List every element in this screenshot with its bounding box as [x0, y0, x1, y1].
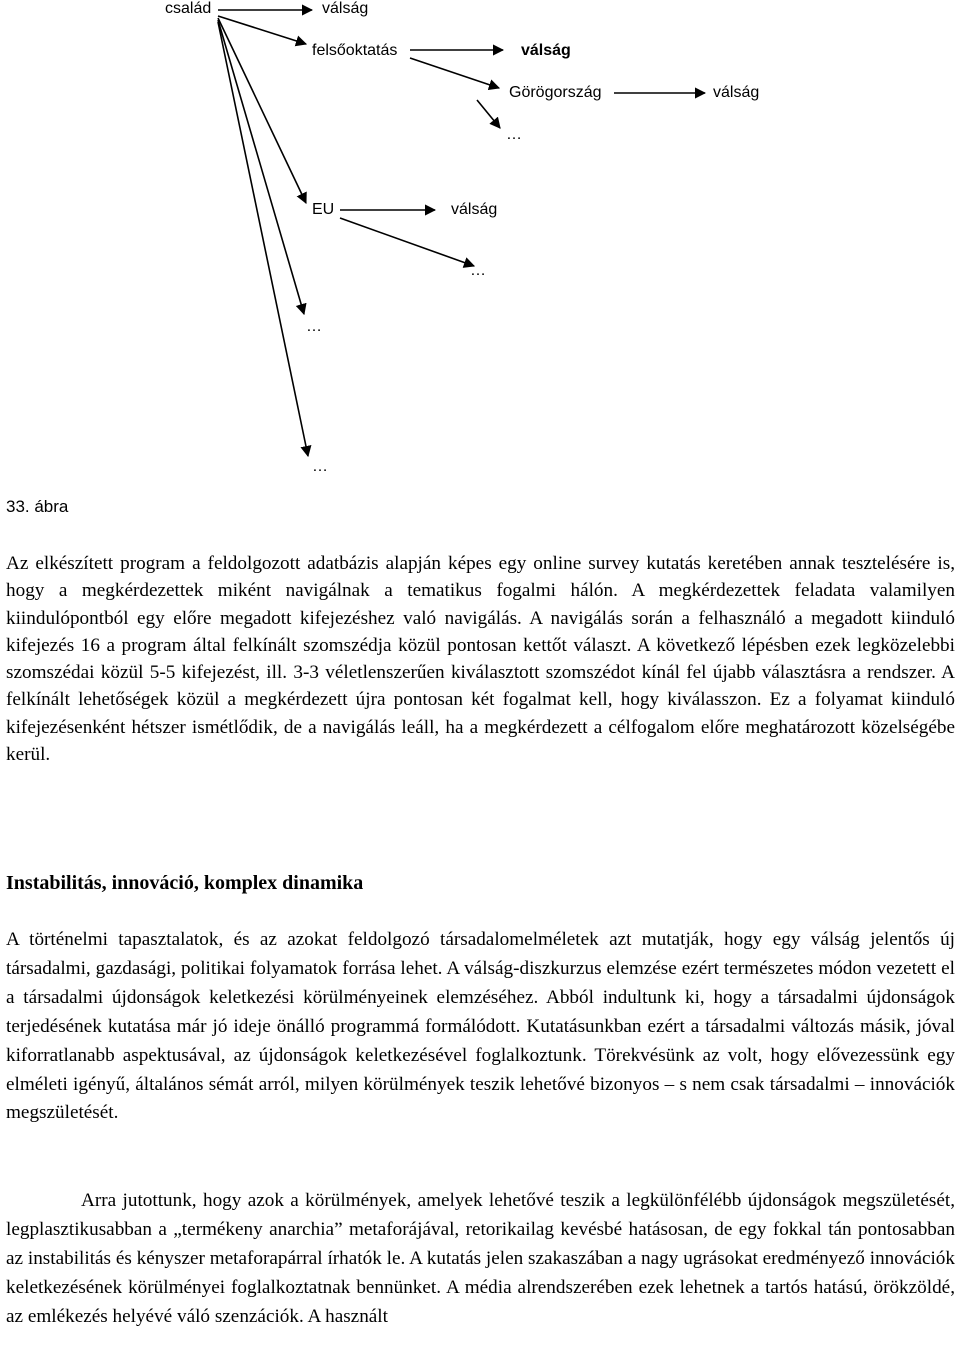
paragraph-anarchy: Arra jutottunk, hogy azok a körülmények, amelyek lehetővé teszik a legkülönfélébb újdonságok megszületését, legplasztikusabban a „termékeny anarchia” metaforájával, retorikailag kevésbé hatásosan, de egy fokkal tán pontosabban az instabilitás és kényszer metaforapárral írhatók le. A kutatás jelen szakaszában a nagy ugrásokat eredményező innovációk keletkezésének körülményei foglalkoztatnak bennünket. A média alrendszerében ezek lehetnek a tartós hatású, örökzöldé, az emlékezés helyévé váló szenzációk. A használt: [6, 1190, 955, 1327]
paragraph-survey: Az elkészített program a feldolgozott adatbázis alapján képes egy online survey kutatás keretében annak tesztelésére is, hogy a megkérdezettek miként navigálnak a tematikus fogalmi hálón. A megkérdezettek feladata valamilyen kiindulópontból egy előre megadott kifejezéshez való navigálás. A navigálás során a felhasználó a megadott kiinduló kifejezés 16 a program által felkínált szomszédja közül pontosan kettőt választ. A következő lépésben ezek legközelebbi szomszédai közül 5-5 kifejezést, ill. 3-3 véletlenszerűen kiválasztott szomszédot kínál fel újabb választásra a rendszer. A felkínált lehetőségek közül a megkérdezett újra pontosan két fogalmat kell, hogy kiválasszon. Ez a folyamat kiinduló kifejezésenként hétszer ismétlődik, de a navigálás leáll, ha a megkérdezett a célfogalom előre meghatározott közelségébe kerül.: [6, 553, 955, 766]
arrow-csalad-ellipsis-4: [218, 22, 308, 456]
node-ellipsis-2: …: [470, 262, 486, 279]
arrow-felsooktatas-gorogorszag: [410, 58, 499, 88]
section-heading: Instabilitás, innováció, komplex dinamika: [6, 872, 364, 894]
node-eu: EU: [312, 201, 335, 218]
concept-diagram: [0, 0, 960, 480]
node-ellipsis-3: …: [306, 318, 322, 335]
node-valsag-4: válság: [451, 201, 498, 218]
node-valsag-1: válság: [322, 0, 369, 17]
arrow-csalad-felsooktatas: [218, 16, 306, 44]
node-csalad: család: [165, 0, 212, 17]
arrow-csalad-eu: [218, 18, 306, 203]
node-ellipsis-1: …: [506, 126, 522, 143]
arrow-csalad-ellipsis-3: [218, 20, 304, 314]
node-felsooktatas: felsőoktatás: [312, 42, 398, 59]
arrow-gorogorszag-ellipsis: [477, 100, 500, 128]
paragraph-crisis: A történelmi tapasztalatok, és az azokat feldolgozó társadalomelméletek azt mutatják, hogy egy válság jelentős új társadalmi, gazdasági, politikai folyamatok forrása lehet. A válság-diszkurzus elemzése ezért természetes módon vezetett el a társadalmi újdonságok keletkezési körülményeinek elemzéséhez. Abból indultunk ki, hogy a társadalmi újdonságok terjedésének kutatása már jó ideje önálló programmá formálódott. Kutatásunkban ezért a társadalmi változás másik, jóval kiforratlanabb aspektusával, az újdonságok keletkezésével foglalkoztunk. Törekvésünk az volt, hogy elővezessünk egy elméleti igényű, általános sémát arról, milyen körülmények teszik lehetővé bizonyos – s nem csak társadalmi – innovációk megszületését.: [6, 929, 955, 1124]
arrow-eu-ellipsis: [340, 218, 474, 266]
node-gorogorszag: Görögország: [509, 84, 602, 101]
figure-caption: 33. ábra: [6, 497, 69, 516]
node-valsag-2: válság: [521, 42, 571, 59]
node-valsag-3: válság: [713, 84, 760, 101]
node-ellipsis-4: …: [312, 458, 328, 475]
diagram-arrows: [0, 0, 960, 480]
